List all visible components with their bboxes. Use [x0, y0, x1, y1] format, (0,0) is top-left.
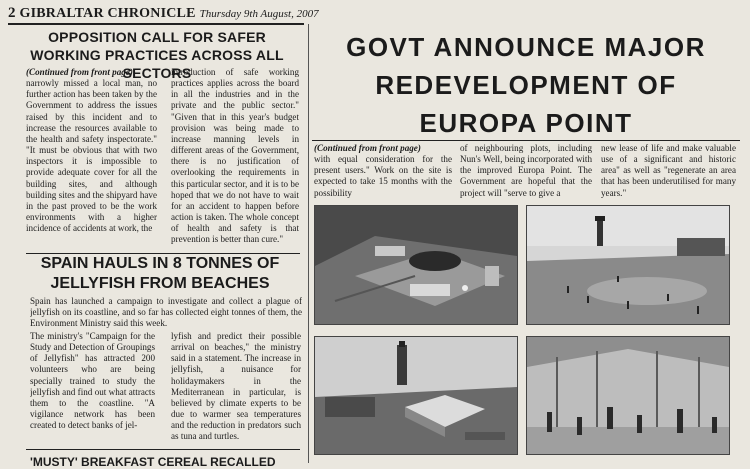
- story2-text-1: The ministry's "Campaign for the Study and Detection of Groupings of Jellyfish" has attracted 200 volunteers who are being specially trained to study the jellyfish and find out what attracts them to the coastline. "A vigilance network has been created to detect banks of jel-: [30, 331, 155, 431]
- story2-headline: SPAIN HAULS IN 8 TONNES OF JELLYFISH FROM BEACHES: [40, 255, 280, 292]
- main-column-2: [460, 143, 592, 201]
- story1-column-2: [171, 67, 299, 253]
- main-column-1: [314, 143, 452, 201]
- main-continued-label: (Continued from front page): [314, 143, 421, 153]
- story1-text-2: introduction of safe working practices applies across the board in all the industries and in the private and the public sector." "Given that in this year's budget provision was being made to increase manning levels in different areas of the Government, there is no justification of overlooking the requirements in this particular sector, and it is to be hoped that we do not have to wait for an accident to happen before action is taken. The whole concept of health and safety is that prevention is better than cure.": [171, 67, 299, 245]
- issue-date: Thursday 9th August, 2007: [199, 8, 319, 20]
- main-headline-rule: [312, 140, 740, 141]
- story1-text-1: narrowly missed a local man, no further action has been taken by the Government to address the issues raised by this incident and to increase the resources available to the health and safety inspectorate." "It must be obvious that with two inspectors it is impossible to provide adequate cover for all the building sites, and although building sites and the shipyard have in the past proved to be the work environments with a higher incidence of accidents at work, the: [26, 78, 157, 234]
- main-text-3: new lease of life and make valuable use of a significant and historic area" as well as "regenerate an area that has been underutilised for many years.": [601, 143, 736, 198]
- paper-name: GIBRALTAR CHRONICLE: [19, 6, 196, 21]
- main-column-3: [601, 143, 736, 201]
- story2-intro-text: Spain has launched a campaign to investigate and collect a plague of jellyfish on its coastline, and so far has collected eight tonnes of them, the Environment Ministry said this week.: [30, 296, 302, 329]
- render-pavilion-image: [527, 337, 729, 454]
- story-divider-2: [26, 449, 300, 450]
- render-pavilion-photo: [526, 336, 730, 455]
- story2-intro: [30, 296, 302, 330]
- main-headline: GOVT ANNOUNCE MAJOR REDEVELOPMENT OF EUROPA POINT: [346, 32, 706, 138]
- render-lighthouse-image: [315, 337, 517, 454]
- masthead-rule: [8, 23, 304, 25]
- story2-text-2: lyfish and predict their possible arrival on beaches," the ministry said in a statement. The increase in jellyfish, a nuisance for holidaymakers in the Mediterranean in particular, is believed by climate experts to be due to warmer sea temperatures and the reduction in predators such as tuna and turtles.: [171, 331, 301, 442]
- masthead: [8, 4, 338, 22]
- page-number: 2: [8, 5, 16, 21]
- column-divider: [308, 24, 309, 463]
- render-plaza-image: [527, 206, 729, 324]
- render-aerial-image: [315, 206, 517, 324]
- render-plaza-photo: [526, 205, 730, 325]
- render-aerial-photo: [314, 205, 518, 325]
- story3-headline: 'MUSTY' BREAKFAST CEREAL RECALLED: [30, 455, 276, 469]
- render-lighthouse-photo: [314, 336, 518, 455]
- story1-column-1: [26, 67, 157, 253]
- story2-column-1: [30, 331, 155, 445]
- story1-headline: OPPOSITION CALL FOR SAFER WORKING PRACTICES ACROSS ALL SECTORS: [30, 29, 284, 81]
- story2-column-2: [171, 331, 301, 445]
- main-text-2: of neighbouring plots, including Nun's Well, being incorporated with the improved Europa Point. The Government are hopeful that the project will "serve to give a: [460, 143, 592, 198]
- story1-continued-label: (Continued from front page): [26, 67, 133, 77]
- main-text-1: with equal consideration for the present users." Work on the site is expected to take 15 months with the possibility: [314, 154, 452, 198]
